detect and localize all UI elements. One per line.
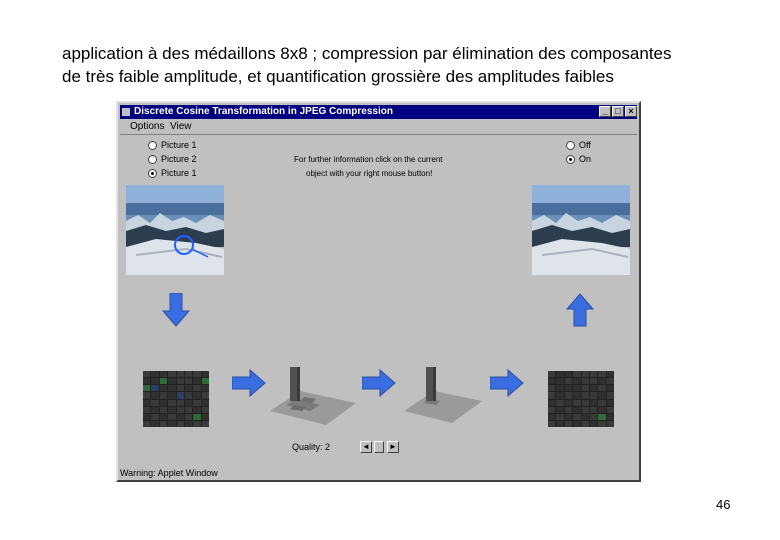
page-number: 46 [716,497,731,512]
info-text-2: object with your right mouse button! [306,169,433,178]
caption-line-1: application à des médaillons 8x8 ; compression par élimination des composantes [62,44,672,63]
radio-label: On [579,154,592,164]
radio-dot [566,141,575,150]
quantized-coefficients-plot[interactable] [402,365,486,432]
arrow-down-icon [162,293,190,332]
radio-dot [148,155,157,164]
arrow-up-icon [566,293,594,332]
close-button[interactable]: × [625,106,637,117]
applet-window [116,101,641,482]
caption-line-2: de très faible amplitude, et quantification grossière des amplitudes faibles [62,67,614,86]
radio-picture-1[interactable] [148,140,197,151]
quality-increase-button[interactable]: ► [387,441,399,453]
radio-label: Picture 2 [161,154,197,164]
menu-view[interactable]: View [170,121,192,132]
dct-coefficients-plot[interactable] [266,365,358,432]
radio-picture-3[interactable] [148,168,197,179]
maximize-button[interactable]: □ [612,106,624,117]
radio-on[interactable] [566,154,591,165]
radio-label: Off [579,140,591,150]
radio-picture-2[interactable] [148,154,197,165]
output-block-grid[interactable] [548,371,614,427]
radio-label: Picture 1 [161,140,197,150]
window-menu-icon[interactable] [122,108,130,116]
title-bar[interactable] [120,105,637,119]
radio-dot-selected [148,169,157,178]
menu-bar [120,120,637,135]
reconstructed-image[interactable] [532,185,630,275]
quality-decrease-button[interactable]: ◄ [360,441,372,453]
arrow-right-icon [490,369,524,402]
quality-label: Quality: 2 [292,442,331,452]
arrow-right-icon [362,369,396,402]
radio-label: Picture 1 [161,168,197,178]
radio-dot-selected [566,155,575,164]
minimize-button[interactable]: _ [599,106,611,117]
info-text-1: For further information click on the current [294,155,443,164]
input-block-grid[interactable] [143,371,209,427]
radio-dot [148,141,157,150]
quality-slider[interactable] [360,441,400,453]
original-image[interactable] [126,185,224,275]
status-bar: Warning: Applet Window [120,468,218,478]
radio-off[interactable] [566,140,591,151]
menu-options[interactable]: Options [130,121,165,132]
quality-thumb[interactable] [374,441,384,453]
window-title: Discrete Cosine Transformation in JPEG Compression [134,106,393,117]
slide-caption [62,42,762,88]
arrow-right-icon [232,369,266,402]
